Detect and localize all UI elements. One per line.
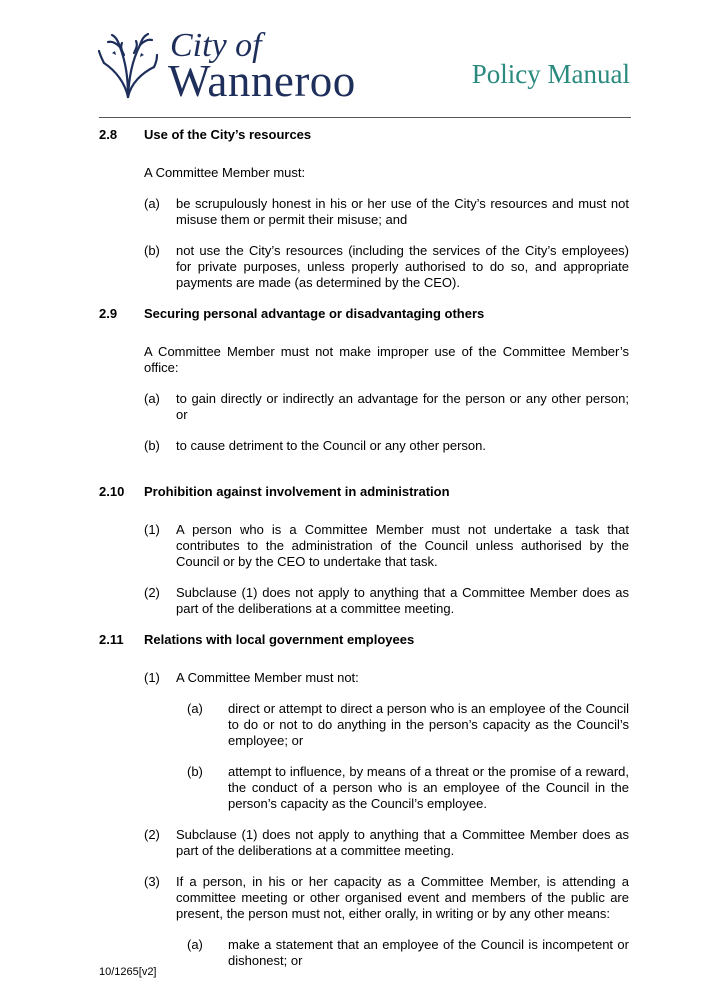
section-heading	[99, 632, 629, 648]
policy-body	[99, 127, 629, 969]
list-item: (a) be scrupulously honest in his or her use of the City’s resources and must not misuse them or permit their misuse; and	[144, 196, 629, 227]
logo-city-of: City of	[170, 27, 262, 64]
list-item: (2) Subclause (1) does not apply to anything that a Committee Member does as part of the deliberations at a committee meeting.	[144, 827, 629, 858]
list-item: (2) Subclause (1) does not apply to anything that a Committee Member does as part of the deliberations at a committee meeting.	[144, 585, 629, 616]
section-title: Relations with local government employees	[144, 632, 415, 647]
section-number: 2.10	[99, 484, 125, 499]
list-item: (a) to gain directly or indirectly an advantage for the person or any other person; or	[144, 391, 629, 422]
section-title: Use of the City’s resources	[144, 127, 312, 142]
section-number: 2.9	[99, 306, 118, 321]
section-number: 2.8	[99, 127, 118, 142]
section-intro: A Committee Member must not make improper use of the Committee Member’s office:	[144, 344, 629, 375]
sub-list-item: (a) direct or attempt to direct a person who is an employee of the Council to do or not to do anything in the person’s capacity as the Council’s employee; or	[187, 701, 629, 748]
list-item: (b) not use the City’s resources (including the services of the City’s employees) for private purposes, unless properly authorised to do so, and appropriate payments are made (as determined by the CEO).	[144, 243, 629, 290]
list-item: (b) to cause detriment to the Council or any other person.	[144, 438, 487, 453]
sub-list-item: (b) attempt to influence, by means of a threat or the promise of a reward, the conduct of a person who is an employee of the Council in the person’s capacity as the Council’s employee.	[187, 764, 629, 811]
document-reference: 10/1265[v2]	[99, 966, 157, 978]
list-item: (3) If a person, in his or her capacity as a Committee Member, is attending a committee meeting or other organised event and members of the public are present, the person must not, either orally, in writing or by any other means:	[144, 874, 629, 921]
kangaroo-paw-logo-icon	[98, 33, 158, 99]
section-heading	[99, 306, 629, 322]
page-header	[0, 0, 706, 118]
section-heading	[99, 484, 629, 500]
list-item: (1) A Committee Member must not:	[144, 670, 359, 685]
section-intro: A Committee Member must:	[144, 165, 306, 180]
section-heading	[99, 127, 629, 143]
section-title: Securing personal advantage or disadvantaging others	[144, 306, 485, 321]
list-item: (1) A person who is a Committee Member must not undertake a task that contributes to the administration of the Council unless authorised by the Council or by the CEO to undertake that task.	[144, 522, 629, 569]
logo-wanneroo: Wanneroo	[168, 56, 356, 106]
sub-list-item: (a) make a statement that an employee of the Council is incompetent or dishonest; or	[187, 937, 629, 968]
section-title: Prohibition against involvement in administration	[144, 484, 450, 499]
header-divider	[99, 117, 631, 118]
section-number: 2.11	[99, 632, 124, 647]
manual-title: Policy Manual	[471, 59, 630, 89]
